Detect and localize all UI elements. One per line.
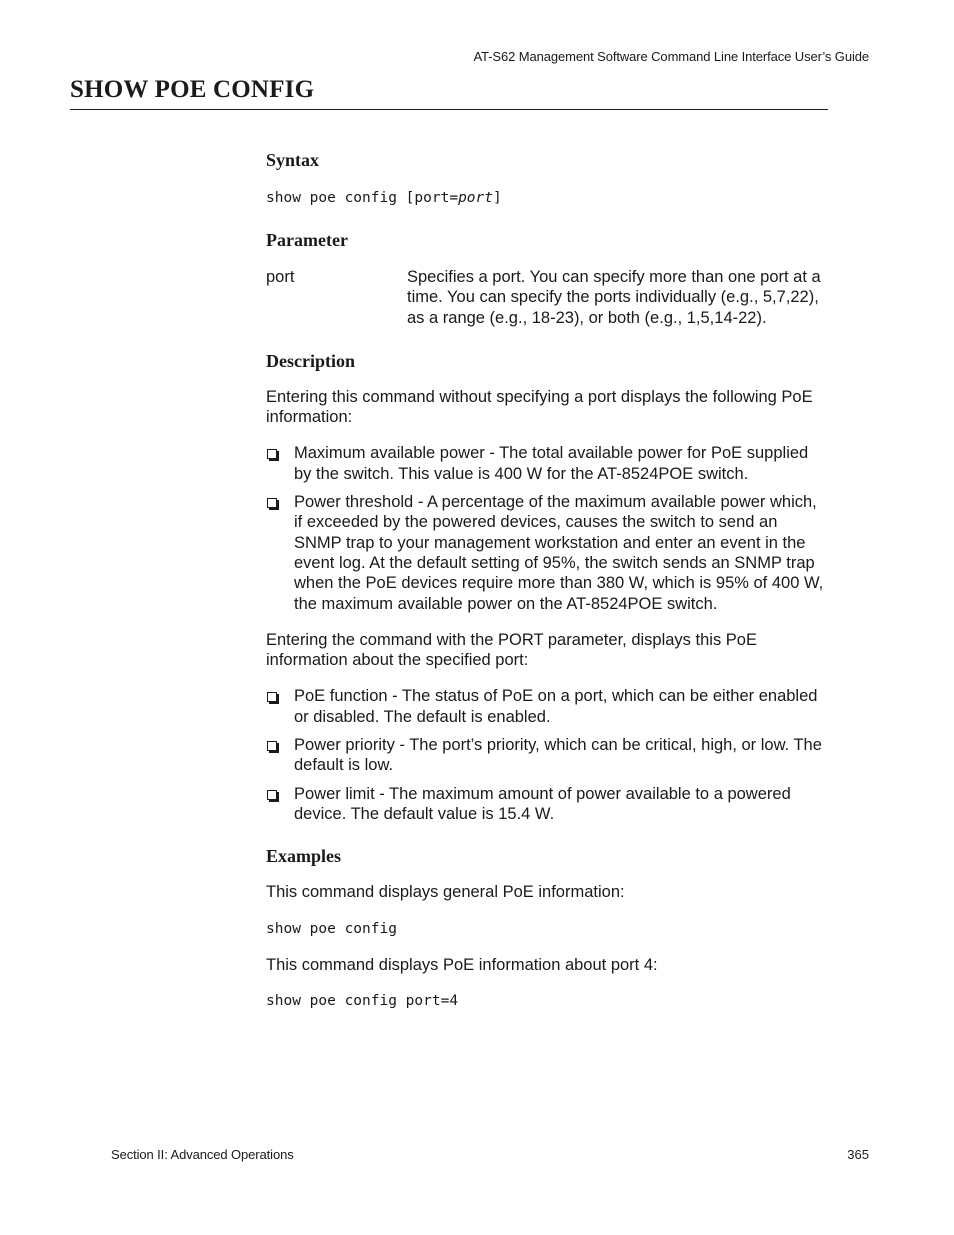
list-item [266, 784, 828, 825]
example-2-code: show poe config port=4 [266, 992, 459, 1009]
parameter-name: port [266, 268, 295, 286]
syntax-code-prefix: show poe config [port= [266, 190, 459, 206]
list-item [266, 492, 828, 614]
page-title: SHOW POE CONFIG [70, 76, 315, 103]
port-info-intro: Entering the command with the PORT parameter, displays this PoE information about the specified port: [266, 630, 757, 670]
running-header: AT-S62 Management Software Command Line Interface User’s Guide [473, 49, 869, 64]
examples-heading: Examples [266, 846, 342, 867]
parameter-description: Specifies a port. You can specify more than one port at a time. You can specify the ports individually (e.g., 5,7,22), as a range (e.g., 18-23), or both (e.g., 1,5,14-22). [407, 268, 821, 327]
list-item [266, 735, 828, 776]
parameter-heading: Parameter [266, 230, 348, 250]
title-divider [70, 109, 828, 110]
parameter-row [266, 267, 828, 328]
list-item-text: Maximum available power - The total available power for PoE supplied by the switch. This value is 400 W for the AT-8524POE switch. [294, 444, 809, 483]
list-item-text: Power threshold - A percentage of the maximum available power which, if exceeded by the powered devices, causes the switch to send an SNMP trap to your management workstation and enter an event in the event log. At the default setting of 95%, the switch sends an SNMP trap when the PoE devices require more than 380 W, which is 95% of 400 W, the maximum available power on the AT-8524POE switch. [294, 493, 824, 613]
footer-section: Section II: Advanced Operations [111, 1147, 294, 1162]
example-1-code: show poe config [266, 920, 397, 937]
list-item [266, 686, 828, 727]
list-item-text: Power priority - The port’s priority, which can be critical, high, or low. The default is low. [294, 736, 822, 775]
example-1-text: This command displays general PoE information: [266, 883, 625, 902]
checkbox-bullet-icon [267, 790, 277, 800]
syntax-code-variable: port [458, 190, 493, 206]
main-content [266, 148, 828, 1011]
port-info-list [266, 686, 828, 824]
checkbox-bullet-icon [267, 692, 277, 702]
syntax-code [266, 188, 828, 208]
list-item-text: Power limit - The maximum amount of power available to a powered device. The default value is 15.4 W. [294, 784, 791, 823]
syntax-heading: Syntax [266, 150, 320, 170]
description-heading: Description [266, 350, 355, 371]
checkbox-bullet-icon [267, 449, 277, 459]
syntax-code-suffix: ] [492, 190, 502, 206]
checkbox-bullet-icon [267, 498, 277, 508]
list-item-text: PoE function - The status of PoE on a port, which can be either enabled or disabled. The default is enabled. [294, 687, 818, 726]
list-item [266, 443, 828, 484]
footer-page-number: 365 [847, 1147, 869, 1162]
checkbox-bullet-icon [267, 741, 277, 751]
description-intro: Entering this command without specifying a port displays the following PoE information: [266, 387, 813, 427]
general-info-list [266, 443, 828, 613]
example-2-text: This command displays PoE information about port 4: [266, 955, 658, 974]
